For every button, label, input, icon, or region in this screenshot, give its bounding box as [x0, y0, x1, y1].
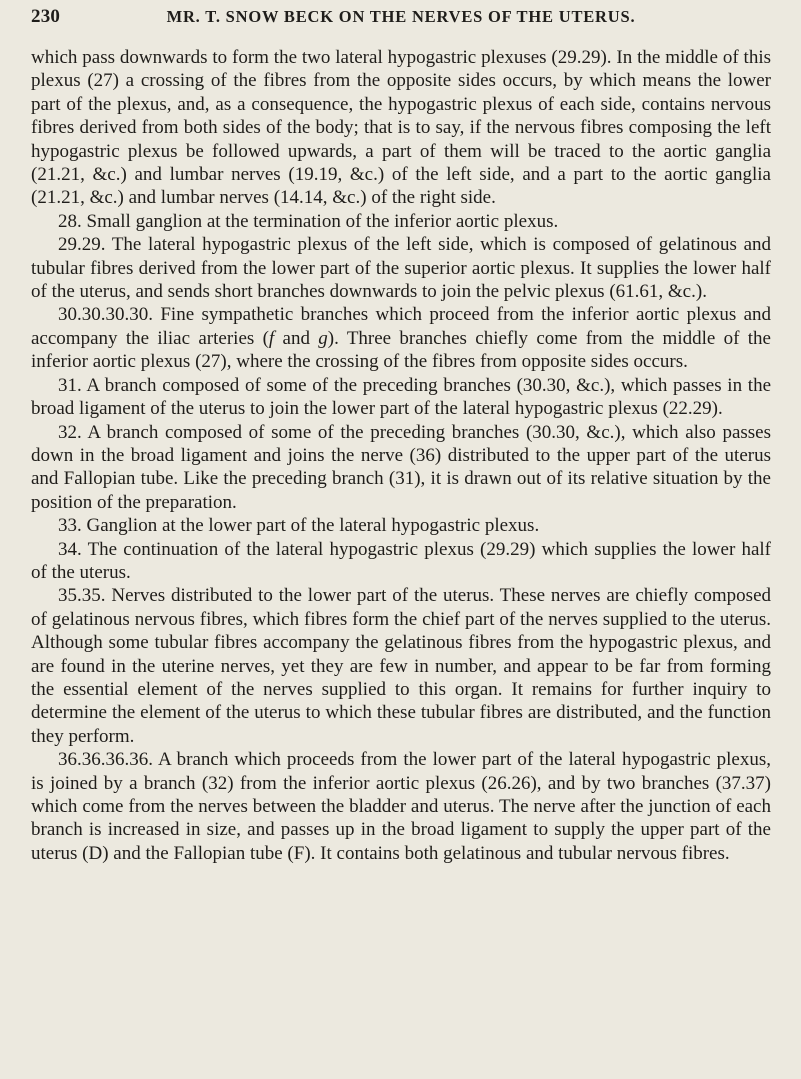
paragraph-text: 34. The continuation of the lateral hypogastric plexus (29.29) which supplies the lower half of the uterus. — [31, 538, 771, 583]
paragraph-text: which pass downwards to form the two lateral hypogastric plexuses (29.29). In the middle of this plexus (27) a crossing of the fibres from the opposite sides occurs, by which means the lower part of the plexus, and, as a consequence, the hypogastric plexus of each side, contains nervous fibres derived from both sides of the body; that is to say, if the nervous fibres composing the left hypogastric plexus be followed upwards, a part of them will be traced to the aortic ganglia (21.21, &c.) and lumbar nerves (19.19, &c.) of the left side, and a part to the aortic ganglia (21.21, &c.) and lumbar nerves (14.14, &c.) of the right side. — [31, 47, 771, 209]
paragraph-text: ). Three branches chiefly come from the middle of the inferior aortic plexus (27), where the crossing of the fibres from opposite sides occurs. — [31, 327, 771, 373]
body-text — [31, 46, 771, 865]
paragraph — [31, 421, 771, 515]
paragraph-text: 31. A branch composed of some of the preceding branches (30.30, &c.), which passes in the broad ligament of the uterus to join the lower part of the lateral hypogastric plexus (22.29). — [31, 374, 771, 420]
running-title: MR. T. SNOW BECK ON THE NERVES OF THE UTERUS. — [166, 7, 636, 26]
paragraph — [31, 374, 771, 421]
paragraph-text: and — [274, 327, 319, 349]
paragraph-text: 30.30.30.30. Fine sympathetic branches which proceed from the inferior aortic plexus and accompany the iliac arteries ( — [31, 304, 771, 349]
paragraph — [31, 303, 771, 373]
paragraph-text: 33. Ganglion at the lower part of the lateral hypogastric plexus. — [58, 515, 540, 537]
paragraph-text: 35.35. Nerves distributed to the lower part of the uterus. These nerves are chiefly composed of gelatinous nervous fibres, which fibres form the chief part of the nerves supplied to the uterus. Although some tubular fibres accompany the gelatinous fibres from the hypogastric plexus, and are found in the uterine nerves, yet they are few in number, and appear to be far from forming the essential element of the nerves supplied to this organ. It remains for further inquiry to determine the element of the uterus to which these tubular fibres are distributed, and the function they perform. — [31, 585, 771, 747]
paragraph-text: 28. Small ganglion at the termination of the inferior aortic plexus. — [58, 210, 559, 232]
page-number: 230 — [31, 6, 61, 27]
paragraph — [31, 46, 771, 210]
paragraph-text: 36.36.36.36. A branch which proceeds from the lower part of the lateral hypogastric plexus, is joined by a branch (32) from the inferior aortic plexus (26.26), and by two branches (37.37) which come from the nerves between the bladder and uterus. The nerve after the junction of each branch is increased in size, and passes up in the broad ligament to supply the upper part of the uterus (D) and the Fallopian tube (F). It contains both gelatinous and tubular nervous fibres. — [31, 749, 771, 864]
paragraph — [31, 233, 771, 303]
paragraph — [31, 538, 771, 585]
paragraph-text: 29.29. The lateral hypogastric plexus of the left side, which is composed of gelatinous and tubular fibres derived from the lower part of the superior aortic plexus. It supplies the lower half of the uterus, and sends short branches downwards to join the pelvic plexus (61.61, &c.). — [31, 234, 771, 303]
paragraph — [31, 210, 771, 233]
paragraph — [31, 748, 771, 865]
paragraph-text: 32. A branch composed of some of the preceding branches (30.30, &c.), which also passes down in the broad ligament and joins the nerve (36) distributed to the upper part of the uterus and Fallopian tube. Like the preceding branch (31), it is drawn out of its relative situation by the position of the preparation. — [31, 421, 771, 513]
paragraph — [31, 514, 771, 537]
running-head — [31, 6, 771, 36]
paragraph — [31, 584, 771, 748]
italic-text: g — [318, 327, 328, 349]
italic-text: f — [268, 327, 275, 349]
